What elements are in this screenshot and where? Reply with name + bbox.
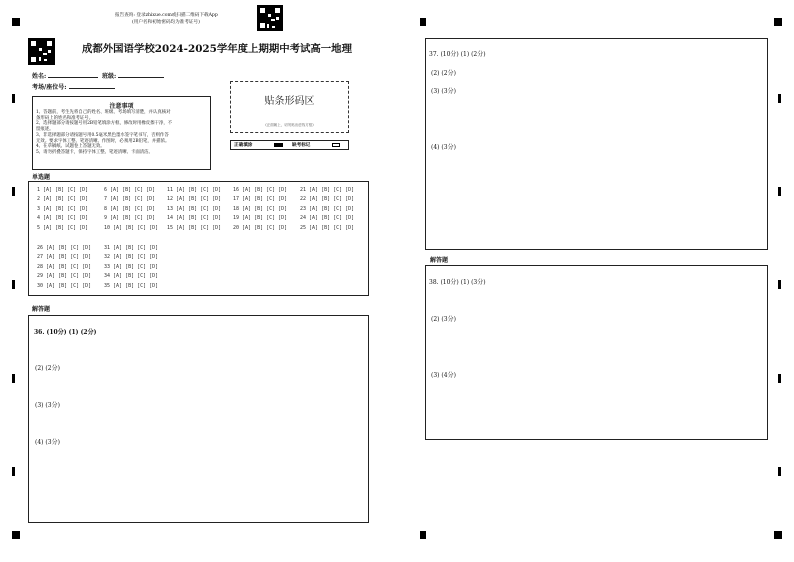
question-number: 23 xyxy=(300,205,310,212)
q37-answer-box[interactable] xyxy=(425,38,768,250)
question-number: 10 xyxy=(104,224,114,231)
question-number: 6 xyxy=(104,187,111,193)
question-number: 24 xyxy=(300,215,310,222)
choice-question-18[interactable] xyxy=(233,206,287,212)
question-number: 32 xyxy=(104,254,114,261)
login-hint-line: (用户名和初始密码均为准考证号) xyxy=(132,20,200,25)
question-number: 3 xyxy=(37,205,44,212)
notice-box xyxy=(32,96,211,170)
answer-options[interactable]: [A] [B] [C] [D] xyxy=(110,205,156,212)
q37-part2: (2) (2分) xyxy=(431,70,456,77)
notice-item: 4、在草稿纸、试题卷上答题无效。 xyxy=(36,144,105,150)
question-number: 16 xyxy=(233,187,243,193)
choice-question-6[interactable] xyxy=(104,187,155,193)
choice-question-14[interactable] xyxy=(167,215,221,221)
choice-question-15[interactable] xyxy=(167,225,221,231)
answer-options[interactable]: [A] [B] [C] [D] xyxy=(242,187,288,193)
exam-title: 成都外国语学校2024-2025学年度上期期中考试高一地理 xyxy=(82,43,352,55)
room-seat-label: 考场/座位号: xyxy=(32,84,67,91)
q38-heading: 38. (10分) (1) (3分) xyxy=(429,279,486,286)
answer-options[interactable]: [A] [B] [C] [D] xyxy=(46,254,92,261)
question-number: 25 xyxy=(300,224,310,231)
choice-question-10[interactable] xyxy=(104,225,158,231)
choice-question-34[interactable] xyxy=(104,273,158,279)
choice-question-26[interactable] xyxy=(37,245,91,251)
answer-options[interactable]: [A] [B] [C] [D] xyxy=(110,187,156,193)
choice-question-12[interactable] xyxy=(167,196,221,202)
correct-fill-label: 正确填涂 xyxy=(234,143,253,148)
question-number: 11 xyxy=(167,187,177,193)
q36-answer-box[interactable] xyxy=(28,315,369,523)
registration-mark xyxy=(774,531,782,539)
answer-options[interactable]: [A] [B] [C] [D] xyxy=(43,224,89,231)
choice-question-30[interactable] xyxy=(37,283,91,289)
answer-options[interactable]: [A] [B] [C] [D] xyxy=(242,205,288,212)
notice-item: 条形码上的姓名和准考证号。 xyxy=(36,115,94,121)
choice-question-25[interactable] xyxy=(300,225,354,231)
question-number: 12 xyxy=(167,196,177,203)
choice-question-35[interactable] xyxy=(104,283,158,289)
missing-mark-label: 缺考标记 xyxy=(292,143,311,148)
answer-options[interactable]: [A] [B] [C] [D] xyxy=(242,196,288,203)
question-number: 21 xyxy=(300,187,310,193)
choice-question-4[interactable] xyxy=(37,215,88,221)
choice-question-22[interactable] xyxy=(300,196,354,202)
question-number: 31 xyxy=(104,245,114,251)
timing-mark xyxy=(778,280,781,289)
question-number: 22 xyxy=(300,196,310,203)
notice-title: 注意事项 xyxy=(109,103,134,110)
choice-question-16[interactable] xyxy=(233,187,287,193)
question-number: 28 xyxy=(37,263,47,270)
timing-mark xyxy=(420,18,426,26)
choice-question-3[interactable] xyxy=(37,206,88,212)
class-field[interactable] xyxy=(102,71,164,80)
answer-options[interactable]: [A] [B] [C] [D] xyxy=(309,215,355,222)
choice-question-32[interactable] xyxy=(104,254,158,260)
question-number: 19 xyxy=(233,215,243,222)
timing-mark xyxy=(778,374,781,383)
fill-legend xyxy=(230,140,349,150)
answer-options[interactable]: [A] [B] [C] [D] xyxy=(46,282,92,289)
notice-item: 3、非选择题部分请按题号用0.5毫米黑色墨水签字笔书写，否则作答 xyxy=(36,132,169,138)
question-number: 15 xyxy=(167,224,177,231)
timing-mark xyxy=(12,280,15,289)
answer-options[interactable]: [A] [B] [C] [D] xyxy=(113,224,159,231)
choice-question-23[interactable] xyxy=(300,206,354,212)
notice-item: 2、选择题部分请按题号用2B铅笔填涂方框，修改时用橡皮擦干净，不 xyxy=(36,121,173,127)
answer-options[interactable]: [A] [B] [C] [D] xyxy=(176,187,222,193)
room-seat-field[interactable] xyxy=(32,82,115,91)
choice-question-27[interactable] xyxy=(37,254,91,260)
class-label: 班级: xyxy=(102,73,117,80)
registration-mark xyxy=(774,18,782,26)
choice-question-29[interactable] xyxy=(37,273,91,279)
answer-options[interactable]: [A] [B] [C] [D] xyxy=(309,196,355,203)
question-number: 17 xyxy=(233,196,243,203)
question-number: 4 xyxy=(37,215,44,222)
q36-part3: (3) (3分) xyxy=(35,402,60,409)
answer-options[interactable]: [A] [B] [C] [D] xyxy=(43,215,89,222)
answer-options[interactable]: [A] [B] [C] [D] xyxy=(113,282,159,289)
q36-part2: (2) (2分) xyxy=(35,365,60,372)
choice-question-33[interactable] xyxy=(104,264,158,270)
answer-options[interactable]: [A] [B] [C] [D] xyxy=(242,224,288,231)
choice-question-13[interactable] xyxy=(167,206,221,212)
answer-options[interactable]: [A] [B] [C] [D] xyxy=(242,215,288,222)
question-number: 35 xyxy=(104,282,114,289)
answer-options[interactable]: [A] [B] [C] [D] xyxy=(113,254,159,261)
choice-question-19[interactable] xyxy=(233,215,287,221)
answer-options[interactable]: [A] [B] [C] [D] xyxy=(176,215,222,222)
answer-options[interactable]: [A] [B] [C] [D] xyxy=(46,263,92,270)
q38-answer-box[interactable] xyxy=(425,265,768,440)
choice-question-20[interactable] xyxy=(233,225,287,231)
answer-options[interactable]: [A] [B] [C] [D] xyxy=(43,196,89,203)
timing-mark xyxy=(12,374,15,383)
barcode-note: (正面朝上，切勿贴出虚线方框) xyxy=(265,123,314,127)
answer-section-title: 解答题 xyxy=(430,257,449,264)
choice-question-17[interactable] xyxy=(233,196,287,202)
choice-question-1[interactable] xyxy=(37,187,88,193)
report-query-line: 报告查询: 登录zhixue.com或扫描二维码下载App xyxy=(115,13,218,18)
missing-mark-box[interactable] xyxy=(332,143,340,147)
choice-question-9[interactable] xyxy=(104,215,155,221)
choice-question-28[interactable] xyxy=(37,264,91,270)
correct-fill-sample xyxy=(274,143,283,147)
question-number: 34 xyxy=(104,273,114,280)
timing-mark xyxy=(12,94,15,103)
question-number: 5 xyxy=(37,224,44,231)
choice-question-21[interactable] xyxy=(300,187,354,193)
choice-question-24[interactable] xyxy=(300,215,354,221)
q37-part3: (3) (3分) xyxy=(431,88,456,95)
question-number: 18 xyxy=(233,205,243,212)
question-number: 20 xyxy=(233,224,243,231)
q36-part4: (4) (3分) xyxy=(35,439,60,446)
question-number: 1 xyxy=(37,187,44,193)
barcode-area xyxy=(230,81,349,133)
question-number: 13 xyxy=(167,205,177,212)
notice-text xyxy=(36,110,172,156)
answer-options[interactable]: [A] [B] [C] [D] xyxy=(176,205,222,212)
timing-mark xyxy=(778,467,781,476)
question-number: 26 xyxy=(37,245,47,251)
answer-options[interactable]: [A] [B] [C] [D] xyxy=(113,245,159,251)
answer-options[interactable]: [A] [B] [C] [D] xyxy=(46,245,92,251)
choice-question-31[interactable] xyxy=(104,245,158,251)
q38-part2: (2) (3分) xyxy=(431,316,456,323)
q38-part3: (3) (4分) xyxy=(431,372,456,379)
notice-item: 留痕迹。 xyxy=(36,127,54,133)
answer-options[interactable]: [A] [B] [C] [D] xyxy=(43,187,89,193)
question-number: 14 xyxy=(167,215,177,222)
timing-mark xyxy=(778,94,781,103)
answer-options[interactable]: [A] [B] [C] [D] xyxy=(43,205,89,212)
qr-code-icon xyxy=(28,38,55,65)
barcode-title: 贴条形码区 xyxy=(264,96,315,107)
choice-question-2[interactable] xyxy=(37,196,88,202)
q37-heading: 37. (10分) (1) (2分) xyxy=(429,51,486,58)
answer-section-title: 解答题 xyxy=(32,306,51,313)
answer-options[interactable]: [A] [B] [C] [D] xyxy=(309,187,355,193)
q37-part4: (4) (3分) xyxy=(431,144,456,151)
name-label: 姓名: xyxy=(32,73,47,80)
choice-question-5[interactable] xyxy=(37,225,88,231)
timing-mark xyxy=(778,187,781,196)
choice-question-8[interactable] xyxy=(104,206,155,212)
question-number: 33 xyxy=(104,263,114,270)
q36-heading: 36. (10分) (1) (2分) xyxy=(34,329,97,336)
timing-mark xyxy=(12,187,15,196)
registration-mark xyxy=(12,531,20,539)
timing-mark xyxy=(12,467,15,476)
notice-item: 无效。要求字体工整、笔迹清晰。作图时，必须用2B铅笔，并描浓。 xyxy=(36,138,170,144)
answer-options[interactable]: [A] [B] [C] [D] xyxy=(309,224,355,231)
answer-options[interactable]: [A] [B] [C] [D] xyxy=(176,196,222,203)
qr-code-icon xyxy=(257,5,283,31)
answer-options[interactable]: [A] [B] [C] [D] xyxy=(113,263,159,270)
question-number: 9 xyxy=(104,215,111,222)
choice-question-7[interactable] xyxy=(104,196,155,202)
answer-options[interactable]: [A] [B] [C] [D] xyxy=(176,224,222,231)
notice-item: 5、请勿折叠答题卡，保持字体工整、笔迹清晰、卡面清洁。 xyxy=(36,149,153,155)
answer-options[interactable]: [A] [B] [C] [D] xyxy=(110,196,156,203)
question-number: 7 xyxy=(104,196,111,203)
answer-options[interactable]: [A] [B] [C] [D] xyxy=(113,273,159,280)
timing-mark xyxy=(420,531,426,539)
answer-options[interactable]: [A] [B] [C] [D] xyxy=(110,215,156,222)
answer-options[interactable]: [A] [B] [C] [D] xyxy=(46,273,92,280)
answer-options[interactable]: [A] [B] [C] [D] xyxy=(309,205,355,212)
question-number: 27 xyxy=(37,254,47,261)
choice-answer-box xyxy=(28,181,369,296)
notice-item: 1、答题前，考生先将自己的姓名、班级、考场填写清楚，并认真核对 xyxy=(36,110,171,115)
registration-mark xyxy=(12,18,20,26)
name-field[interactable] xyxy=(32,71,98,80)
question-number: 29 xyxy=(37,273,47,280)
question-number: 8 xyxy=(104,205,111,212)
choice-section-title: 单选题 xyxy=(32,174,51,181)
choice-question-11[interactable] xyxy=(167,187,221,193)
question-number: 2 xyxy=(37,196,44,203)
question-number: 30 xyxy=(37,282,47,289)
